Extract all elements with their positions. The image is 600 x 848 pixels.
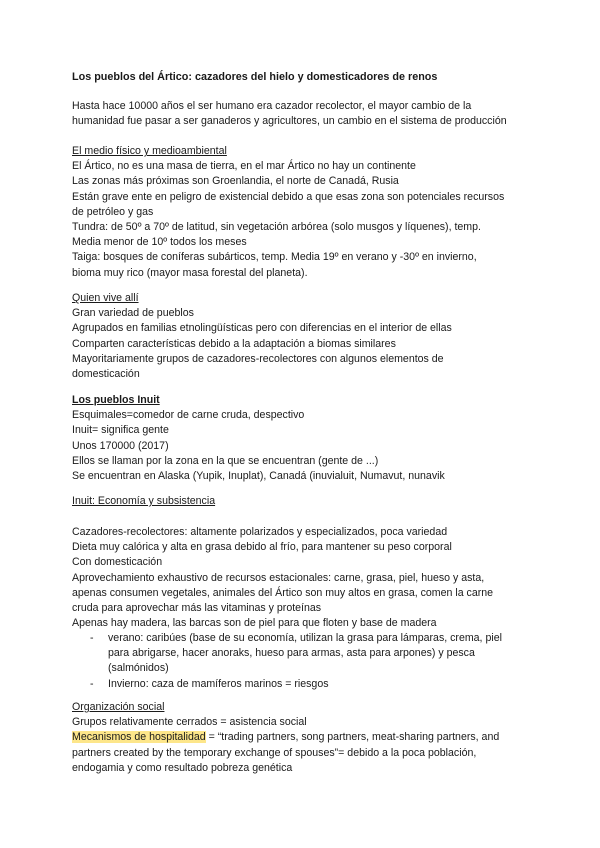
text-line: Dieta muy calórica y alta en grasa debido al frío, para mantener su peso corporal: [72, 541, 452, 554]
section-heading: El medio físico y medioambiental: [72, 145, 227, 157]
text-line: Gran variedad de pueblos: [72, 307, 194, 320]
text-line: Con domesticación: [72, 556, 163, 569]
text-line: Se encuentran en Alaska (Yupik, Inuplat), Canadá (inuvialuit, Numavut, nunavik: [72, 470, 445, 483]
text-line: Agrupados en familias etnolingüísticas pero con diferencias en el interior de ellas: [72, 322, 452, 335]
text-line: Tundra: de 50º a 70º de latitud, sin vegetación arbórea (solo musgos y líquenes), temp.: [72, 221, 481, 234]
text-line: de petróleo y gas: [72, 205, 154, 218]
text-line: para abrigarse, hacer anoraks, hueso para armas, asta para arpones) y pesca: [108, 647, 475, 660]
text-line: apenas consumen vegetales, animales del Ártico son muy altos en grasa, comen la carne: [72, 586, 494, 599]
list-item: [90, 677, 530, 692]
section-heading: Quien vive allí: [72, 292, 139, 304]
intro-line: humanidad fue pasar a ser ganaderos y agricultores, un cambio en el sistema de producción: [72, 115, 507, 128]
text-line: endogamia y como resultado pobreza genética: [72, 761, 293, 774]
section-heading: Organización social: [72, 701, 165, 713]
text-line: Están grave ente en peligro de existencial debido a que esas zona son potenciales recursos: [72, 190, 505, 203]
text-line: Taiga: bosques de coníferas subárticos, temp. Media 19º en verano y -30º en invierno,: [72, 251, 477, 264]
text-line: Apenas hay madera, las barcas son de piel para que floten y base de madera: [72, 617, 437, 630]
section-quien-vive: [72, 291, 532, 382]
bullet-dash: -: [90, 632, 94, 644]
text-line: Inuit= significa gente: [72, 424, 169, 437]
section-heading: Los pueblos Inuit: [72, 394, 160, 406]
section-medio-fisico: [72, 144, 532, 281]
list-item: [90, 631, 530, 677]
text-line: [72, 730, 532, 745]
section-heading: Inuit: Economía y subsistencia: [72, 495, 216, 507]
section-pueblos-inuit: [72, 393, 532, 484]
text-line: (salmónidos): [108, 662, 169, 675]
text-line: Ellos se llaman por la zona en la que se encuentran (gente de ...): [72, 454, 379, 467]
text-line: cruda para aprovechar más las vitaminas y proteínas: [72, 602, 322, 615]
text-line: Grupos relativamente cerrados = asistencia social: [72, 716, 307, 729]
intro-paragraph: [72, 99, 532, 129]
text-line: Esquimales=comedor de carne cruda, despectivo: [72, 409, 305, 422]
text-line: verano: caribúes (base de su economía, utilizan la grasa para lámparas, crema, piel: [108, 632, 502, 644]
text-line: El Ártico, no es una masa de tierra, en el mar Ártico no hay un continente: [72, 160, 416, 173]
text-line: Media menor de 10º todos los meses: [72, 236, 247, 249]
section-economia-heading: [72, 494, 532, 509]
text-line: partners created by the temporary exchange of spouses”= debido a la poca población,: [72, 746, 477, 759]
text-line: bioma muy rico (mayor masa forestal del planeta).: [72, 266, 308, 279]
text-line: Cazadores-recolectores: altamente polarizados y especializados, poca variedad: [72, 526, 448, 538]
text-line: Aprovechamiento exhaustivo de recursos estacionales: carne, grasa, piel, hueso y asta,: [72, 571, 485, 584]
highlighted-term: Mecanismos de hospitalidad: [72, 731, 206, 744]
page-title: Los pueblos del Ártico: cazadores del hielo y domesticadores de renos: [72, 71, 438, 83]
bullet-list: [90, 631, 530, 692]
text-line: domesticación: [72, 368, 140, 381]
section-organizacion-social: [72, 700, 532, 776]
text-line: Comparten características debido a la adaptación a biomas similares: [72, 337, 396, 350]
text-line: Mayoritariamente grupos de cazadores-recolectores con algunos elementos de: [72, 352, 444, 365]
text-fragment: = “trading partners, song partners, meat-sharing partners, and: [205, 731, 500, 744]
intro-line: Hasta hace 10000 años el ser humano era cazador recolector, el mayor cambio de la: [72, 100, 472, 112]
text-line: Invierno: caza de mamíferos marinos = riesgos: [108, 677, 329, 690]
bullet-dash: -: [90, 677, 94, 690]
section-economia: [72, 525, 532, 631]
text-line: Las zonas más próximas son Groenlandia, el norte de Canadá, Rusia: [72, 175, 399, 188]
text-line: Unos 170000 (2017): [72, 439, 169, 452]
